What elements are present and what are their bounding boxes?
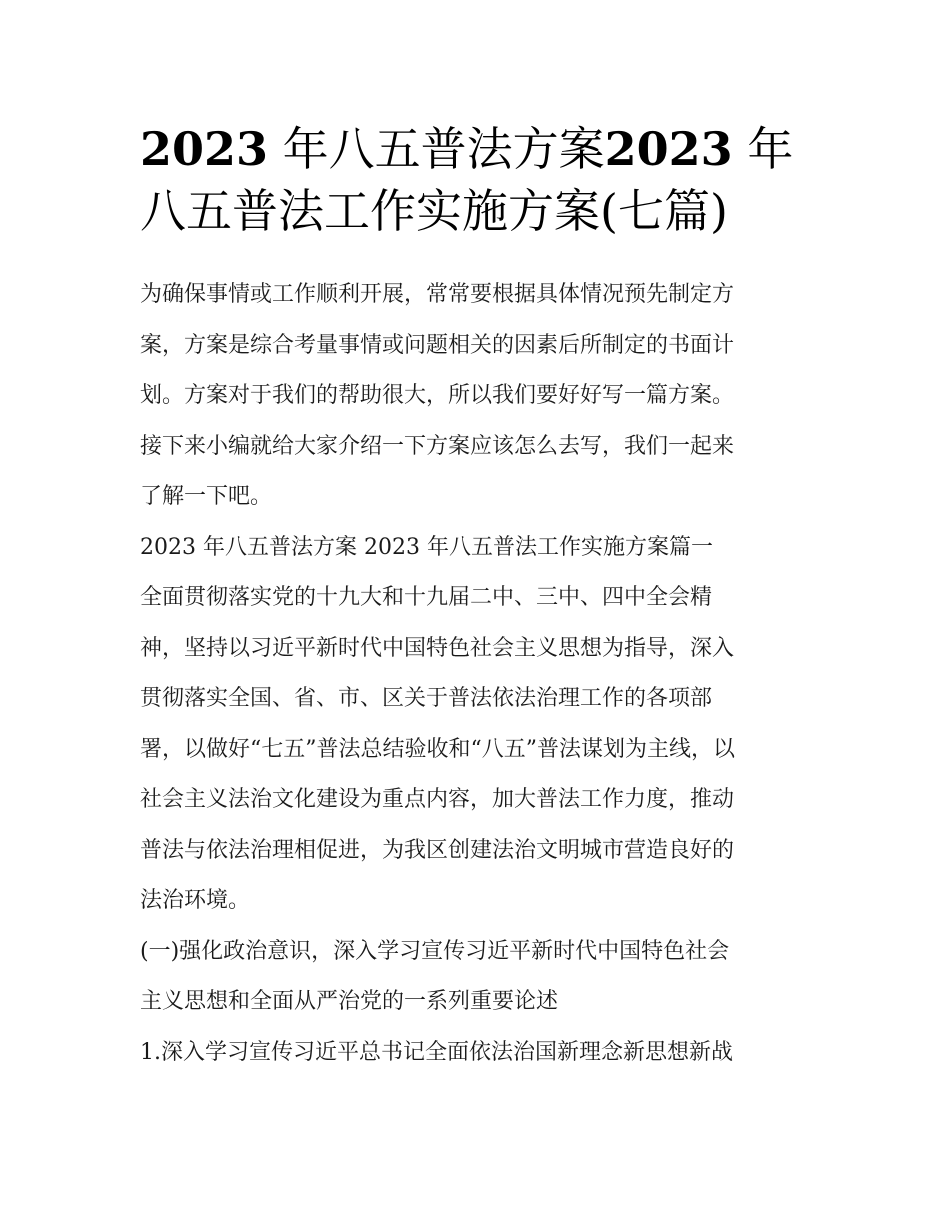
intro-line: 为确保事情或工作顺利开展，常常要根据具体情况预先制定方: [140, 282, 735, 307]
title-year-2: 2023: [604, 122, 733, 176]
intro-paragraph: [140, 270, 812, 523]
body-line: 法治环境。: [140, 888, 251, 913]
list-item-text: 1.深入学习宣传习近平总书记全面依法治国新理念新思想新战: [140, 1039, 733, 1065]
sub-heading: [140, 927, 812, 1028]
intro-line: 划。方案对于我们的帮助很大，所以我们要好好写一篇方案。: [140, 383, 735, 408]
body-line: 社会主义法治文化建设为重点内容，加大普法工作力度，推动: [140, 787, 735, 812]
section-heading: [140, 523, 812, 574]
list-item-1: [140, 1028, 812, 1079]
body-line: 贯彻落实全国、省、市、区关于普法依法治理工作的各项部: [140, 686, 713, 711]
title-year-1: 2023: [140, 122, 269, 176]
title-text-1: 年八五普法方案: [282, 122, 605, 176]
sub-heading-line: 主义思想和全面从严治党的一系列重要论述: [140, 989, 559, 1014]
body-line: 普法与依法治理相促进，为我区创建法治文明城市营造良好的: [140, 837, 735, 863]
body-paragraph: [140, 573, 812, 927]
document-content: [140, 118, 812, 1078]
title-line-1: [140, 118, 812, 180]
section-heading-text: 2023 年八五普法方案 2023 年八五普法工作实施方案篇一: [140, 534, 713, 560]
title-line-2: 八五普法工作实施方案(七篇): [140, 184, 728, 238]
title-suffix-1: 年: [747, 122, 794, 176]
sub-heading-line: (一)强化政治意识，深入学习宣传习近平新时代中国特色社会: [140, 938, 730, 964]
intro-line: 接下来小编就给大家介绍一下方案应该怎么去写，我们一起来: [140, 433, 735, 459]
body-line: 全面贯彻落实党的十九大和十九届二中、三中、四中全会精: [140, 585, 713, 610]
body-line: 神，坚持以习近平新时代中国特色社会主义思想为指导，深入: [140, 635, 735, 661]
body-line: 署，以做好“七五”普法总结验收和“八五”普法谋划为主线，以: [140, 736, 735, 762]
document-title: [140, 118, 812, 242]
intro-line: 了解一下吧。: [140, 484, 273, 509]
intro-line: 案，方案是综合考量事情或问题相关的因素后所制定的书面计: [140, 332, 735, 358]
